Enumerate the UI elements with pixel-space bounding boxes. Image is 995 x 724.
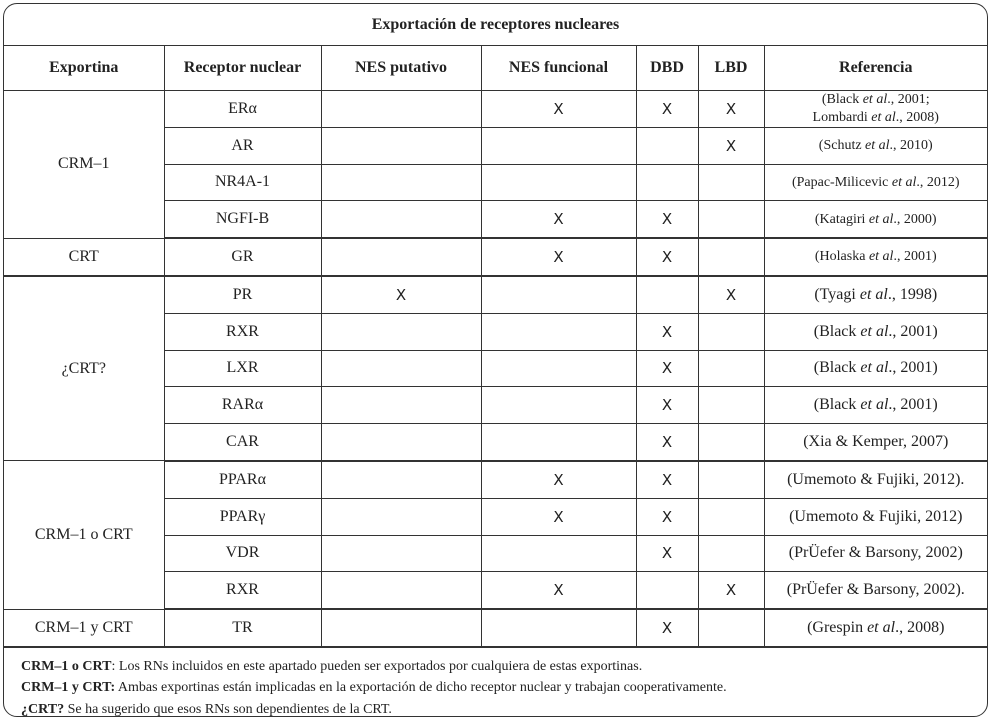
exportin-cell: CRM–1 o CRT (4, 461, 164, 609)
lbd-cell: X (698, 276, 764, 313)
reference-text: ., 2010) (889, 137, 933, 153)
reference-etal: et al (867, 619, 896, 637)
receptor-cell: AR (164, 127, 321, 164)
nes-funcional-cell (481, 313, 636, 350)
reference-etal: et al (859, 285, 888, 303)
reference-text: (Holaska (814, 249, 869, 265)
lbd-cell: X (698, 127, 764, 164)
reference-text: (Black (813, 396, 861, 414)
nes-funcional-cell: X (481, 572, 636, 609)
header-exportina: Exportina (4, 46, 164, 91)
nes-putativo-cell (321, 461, 481, 498)
lbd-cell (698, 238, 764, 276)
table-row (4, 461, 987, 498)
lbd-cell (698, 609, 764, 646)
reference-etal: et al (891, 174, 917, 190)
lbd-cell (698, 201, 764, 238)
nes-funcional-cell (481, 276, 636, 313)
footnote-term: ¿CRT? (21, 701, 65, 717)
reference-text: (Black (813, 359, 861, 377)
reference-text: (Black (813, 322, 861, 340)
lbd-cell (698, 387, 764, 424)
table-row (4, 238, 987, 276)
header-nes-putativo: NES putativo (321, 46, 481, 91)
dbd-cell: X (636, 609, 698, 646)
receptor-cell: RXR (164, 572, 321, 609)
reference-text: ., 2008) (895, 619, 945, 637)
reference-text: ., 2001) (893, 249, 937, 265)
header-dbd: DBD (636, 46, 698, 91)
nes-funcional-cell: X (481, 201, 636, 238)
reference-etal: et al (862, 92, 888, 108)
table-title: Exportación de receptores nucleares (4, 4, 987, 46)
reference-cell (764, 535, 987, 572)
receptor-cell: NR4A-1 (164, 164, 321, 201)
reference-etal: et al (865, 137, 890, 153)
reference-cell (764, 350, 987, 387)
header-nes-funcional: NES funcional (481, 46, 636, 91)
nes-funcional-cell: X (481, 461, 636, 498)
lbd-cell (698, 350, 764, 387)
nes-putativo-cell (321, 535, 481, 572)
header-lbd: LBD (698, 46, 764, 91)
nes-funcional-cell (481, 350, 636, 387)
reference-cell (764, 238, 987, 276)
nes-putativo-cell: X (321, 276, 481, 313)
reference-cell (764, 461, 987, 498)
header-receptor: Receptor nuclear (164, 46, 321, 91)
reference-cell (764, 424, 987, 461)
nes-funcional-cell (481, 424, 636, 461)
table-frame (3, 3, 988, 717)
exportin-cell: ¿CRT? (4, 276, 164, 461)
dbd-cell: X (636, 238, 698, 276)
dbd-cell (636, 572, 698, 609)
dbd-cell: X (636, 313, 698, 350)
reference-cell (764, 387, 987, 424)
nes-putativo-cell (321, 164, 481, 201)
reference-text: ., 1998) (887, 285, 938, 303)
dbd-cell: X (636, 91, 698, 128)
exportin-cell: CRM–1 (4, 91, 164, 239)
dbd-cell: X (636, 498, 698, 535)
reference-text: ., 2001) (888, 396, 938, 414)
reference-etal: et al (860, 396, 889, 414)
lbd-cell: X (698, 91, 764, 128)
footnote (21, 656, 987, 678)
lbd-cell (698, 424, 764, 461)
reference-text: ., 2012) (916, 174, 960, 190)
reference-text: (PrÜefer & Barsony, 2002). (786, 581, 965, 599)
dbd-cell: X (636, 461, 698, 498)
dbd-cell (636, 127, 698, 164)
dbd-cell (636, 276, 698, 313)
header-row (4, 46, 987, 91)
lbd-cell (698, 535, 764, 572)
footnote (21, 699, 987, 717)
nes-putativo-cell (321, 609, 481, 646)
table-row (4, 276, 987, 313)
receptor-cell: TR (164, 609, 321, 646)
reference-cell (764, 498, 987, 535)
receptor-cell: CAR (164, 424, 321, 461)
table-row (4, 91, 987, 128)
receptor-cell: NGFI-B (164, 201, 321, 238)
nes-putativo-cell (321, 313, 481, 350)
reference-text: (Umemoto & Fujiki, 2012) (789, 507, 963, 525)
reference-text: (Black (821, 92, 863, 108)
reference-etal: et al (860, 359, 889, 377)
lbd-cell: X (698, 572, 764, 609)
table-body (4, 91, 987, 647)
reference-cell (764, 276, 987, 313)
reference-cell (764, 201, 987, 238)
receptor-cell: LXR (164, 350, 321, 387)
reference-etal: et al (860, 322, 889, 340)
footnotes (4, 647, 987, 717)
reference-text: (Katagiri (814, 211, 869, 227)
receptor-cell: VDR (164, 535, 321, 572)
reference-text: (Tyagi (814, 285, 860, 303)
exportin-cell: CRM–1 y CRT (4, 609, 164, 646)
reference-cell (764, 609, 987, 646)
reference-cell (764, 313, 987, 350)
reference-text: ., 2001; (887, 92, 930, 108)
nes-funcional-cell: X (481, 498, 636, 535)
footnote-text: : Los RNs incluidos en este apartado pueden ser exportados por cualquiera de estas exportinas. (111, 658, 643, 674)
nes-putativo-cell (321, 498, 481, 535)
nes-putativo-cell (321, 201, 481, 238)
footnote-text: Se ha sugerido que esos RNs son dependientes de la CRT. (64, 701, 392, 717)
nes-funcional-cell: X (481, 91, 636, 128)
reference-text: (Grespin (807, 619, 868, 637)
reference-etal: et al (868, 211, 894, 227)
nes-funcional-cell (481, 535, 636, 572)
receptor-cell: RXR (164, 313, 321, 350)
lbd-cell (698, 461, 764, 498)
reference-text: ., 2000) (893, 211, 937, 227)
lbd-cell (698, 164, 764, 201)
reference-text: (Papac-Milicevic (791, 174, 892, 190)
exportin-cell: CRT (4, 238, 164, 276)
receptor-cell: PPARα (164, 461, 321, 498)
nes-putativo-cell (321, 91, 481, 128)
reference-text: (PrÜefer & Barsony, 2002) (788, 544, 963, 562)
receptor-cell: PPARγ (164, 498, 321, 535)
dbd-cell: X (636, 424, 698, 461)
nes-funcional-cell (481, 609, 636, 646)
nuclear-receptor-table (4, 46, 987, 647)
dbd-cell: X (636, 201, 698, 238)
nes-putativo-cell (321, 127, 481, 164)
dbd-cell: X (636, 387, 698, 424)
dbd-cell: X (636, 535, 698, 572)
nes-putativo-cell (321, 238, 481, 276)
reference-text: ., 2001) (888, 322, 938, 340)
receptor-cell: ERα (164, 91, 321, 128)
reference-cell (764, 127, 987, 164)
reference-cell (764, 572, 987, 609)
reference-text: ., 2001) (888, 359, 938, 377)
reference-etal: et al (871, 109, 896, 125)
nes-funcional-cell (481, 127, 636, 164)
reference-text: Lombardi (812, 109, 872, 125)
reference-text: (Schutz (818, 137, 866, 153)
footnote-term: CRM–1 o CRT (21, 658, 112, 674)
reference-text: ., 2008) (895, 109, 939, 125)
reference-cell (764, 164, 987, 201)
footnote-term: CRM–1 y CRT: (21, 680, 116, 696)
nes-putativo-cell (321, 572, 481, 609)
receptor-cell: PR (164, 276, 321, 313)
nes-putativo-cell (321, 424, 481, 461)
nes-funcional-cell (481, 164, 636, 201)
dbd-cell (636, 164, 698, 201)
reference-etal: et al (868, 249, 894, 265)
receptor-cell: GR (164, 238, 321, 276)
footnote (21, 677, 987, 699)
table-row (4, 609, 987, 646)
reference-text: (Xia & Kemper, 2007) (803, 433, 949, 451)
header-referencia: Referencia (764, 46, 987, 91)
nes-putativo-cell (321, 387, 481, 424)
nes-putativo-cell (321, 350, 481, 387)
lbd-cell (698, 313, 764, 350)
lbd-cell (698, 498, 764, 535)
reference-text: (Umemoto & Fujiki, 2012). (787, 470, 965, 488)
nes-funcional-cell: X (481, 238, 636, 276)
nes-funcional-cell (481, 387, 636, 424)
footnote-text: Ambas exportinas están implicadas en la exportación de dicho receptor nuclear y trabajan cooperativamente. (115, 680, 727, 696)
dbd-cell: X (636, 350, 698, 387)
receptor-cell: RARα (164, 387, 321, 424)
reference-cell (764, 91, 987, 128)
